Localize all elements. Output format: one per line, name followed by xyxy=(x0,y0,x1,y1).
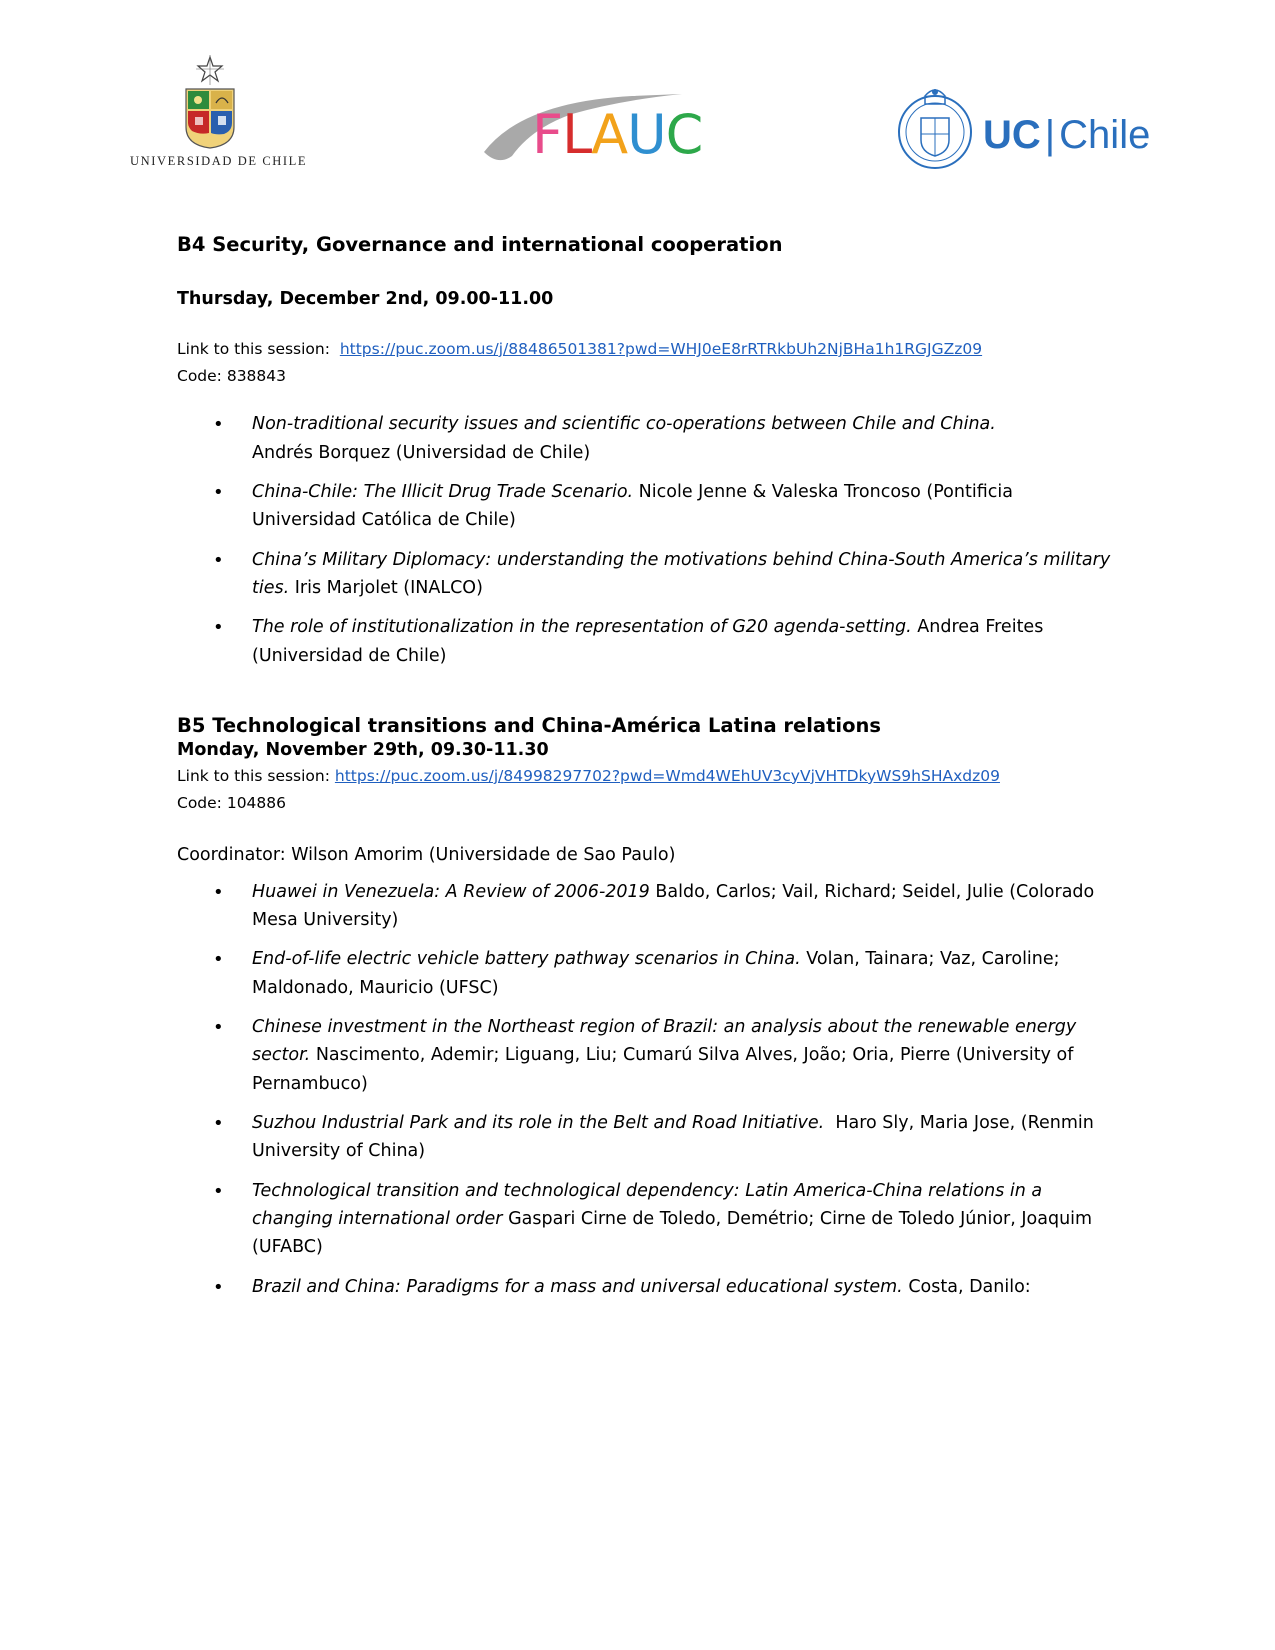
talk-title: Suzhou Industrial Park and its role in the Belt and Road Initiative. xyxy=(252,1113,825,1134)
talk-list xyxy=(177,410,1112,670)
uc-separator: | xyxy=(1044,113,1056,157)
session-title: B4 Security, Governance and international cooperation xyxy=(177,233,783,256)
talk-title: End-of-life electric vehicle battery pathway scenarios in China. xyxy=(252,949,801,970)
talk-authors: Iris Marjolet (INALCO) xyxy=(294,577,483,598)
talk-authors: Andrés Borquez (Universidad de Chile) xyxy=(252,442,591,463)
uc-chile-wordmark xyxy=(983,115,1150,155)
uc-chile-text: Chile xyxy=(1059,113,1151,157)
flauc-letter: L xyxy=(562,103,592,166)
universidad-de-chile-logo xyxy=(130,55,308,175)
flauc-logo xyxy=(482,92,708,174)
talk-authors: Haro Sly, Maria Jose, (Renmin University of China) xyxy=(252,1113,1094,1162)
bullet-icon: • xyxy=(213,1017,224,1038)
bullet-icon: • xyxy=(213,414,224,436)
link-label: Link to this session: xyxy=(177,339,330,358)
link-label: Link to this session: xyxy=(177,766,330,785)
talk-authors: Gaspari Cirne de Toledo, Demétrio; Cirne de Toledo Júnior, Joaquim (UFABC) xyxy=(252,1209,1093,1258)
list-item xyxy=(177,613,1112,670)
talk-authors: Volan, Tainara; Vaz, Caroline; Maldonado, Mauricio (UFSC) xyxy=(252,949,1060,998)
talk-title: Huawei in Venezuela: A Review of 2006-2019 xyxy=(252,881,650,902)
session-meta xyxy=(177,763,1112,817)
talk-title: Chinese investment in the Northeast region of Brazil: an analysis about the renewable energy sector. xyxy=(252,1017,1077,1066)
document-body xyxy=(177,232,1112,1312)
talk-title: China’s Military Diplomacy: understanding the motivations behind China-South America’s military ties. xyxy=(252,549,1111,598)
list-item xyxy=(177,945,1112,1002)
flauc-letter: C xyxy=(665,103,703,166)
list-item xyxy=(177,410,1112,467)
talk-list xyxy=(177,878,1112,1301)
list-item xyxy=(177,478,1112,535)
bullet-icon: • xyxy=(213,881,224,903)
bullet-icon: • xyxy=(213,1180,224,1202)
bullet-icon: • xyxy=(213,617,224,639)
session-link[interactable]: https://puc.zoom.us/j/88486501381?pwd=WHJ0eE8rRTRkbUh2NjBHa1h1RGJGZz09 xyxy=(339,339,983,358)
bullet-icon: • xyxy=(213,1276,224,1298)
uc-bold-text: UC xyxy=(983,113,1041,157)
list-item xyxy=(177,1177,1112,1262)
bullet-icon: • xyxy=(213,1113,224,1135)
session-link[interactable]: https://puc.zoom.us/j/84998297702?pwd=Wmd4WEhUV3cyVjVHTDkyWS9hSHAxdz09 xyxy=(334,766,1000,785)
list-item xyxy=(177,1273,1112,1301)
bullet-icon: • xyxy=(213,549,224,571)
session-b4 xyxy=(177,232,1112,670)
talk-authors: Costa, Danilo: xyxy=(908,1276,1031,1297)
session-coordinator: Coordinator: Wilson Amorim (Universidade de Sao Paulo) xyxy=(177,845,676,866)
session-date: Thursday, December 2nd, 09.00-11.00 xyxy=(177,289,554,310)
list-item xyxy=(177,1013,1112,1098)
talk-title: The role of institutionalization in the representation of G20 agenda-setting. xyxy=(252,617,912,638)
list-item xyxy=(177,546,1112,603)
uc-chile-logo xyxy=(895,78,1170,178)
uchile-crest-icon xyxy=(180,55,240,150)
talk-authors: Nascimento, Ademir; Liguang, Liu; Cumarú Silva Alves, João; Oria, Pierre (University of Pernambuco) xyxy=(252,1045,1074,1094)
flauc-letter: F xyxy=(532,103,563,166)
flauc-letter: A xyxy=(591,103,628,166)
session-code: Code: 104886 xyxy=(177,794,286,812)
list-item xyxy=(177,878,1112,935)
talk-title: Technological transition and technological dependency: Latin America-China relations in a changing international order xyxy=(252,1180,1043,1230)
bullet-icon: • xyxy=(213,949,224,971)
flauc-letter: U xyxy=(627,103,666,166)
list-item xyxy=(177,1109,1112,1166)
session-b5 xyxy=(177,713,1112,1301)
session-title: B5 Technological transitions and China-América Latina relations xyxy=(177,713,881,737)
talk-authors: Nicole Jenne & Valeska Troncoso (Pontificia Universidad Católica de Chile) xyxy=(252,481,1013,531)
session-code: Code: 838843 xyxy=(177,367,286,386)
flauc-wordmark xyxy=(532,103,703,166)
bullet-icon: • xyxy=(213,481,224,503)
uchile-caption: UNIVERSIDAD DE CHILE xyxy=(130,154,308,168)
talk-title: Brazil and China: Paradigms for a mass and universal educational system. xyxy=(252,1276,903,1297)
talk-authors: Baldo, Carlos; Vail, Richard; Seidel, Julie (Colorado Mesa University) xyxy=(252,881,1095,930)
talk-title: Non-traditional security issues and scientific co-operations between Chile and China. xyxy=(252,414,996,435)
session-date: Monday, November 29th, 09.30-11.30 xyxy=(177,740,549,761)
talk-title: China-Chile: The Illicit Drug Trade Scenario. xyxy=(252,481,634,502)
talk-authors: Andrea Freites (Universidad de Chile) xyxy=(252,617,1044,666)
uc-seal-icon xyxy=(895,78,977,178)
session-meta xyxy=(177,336,1112,390)
